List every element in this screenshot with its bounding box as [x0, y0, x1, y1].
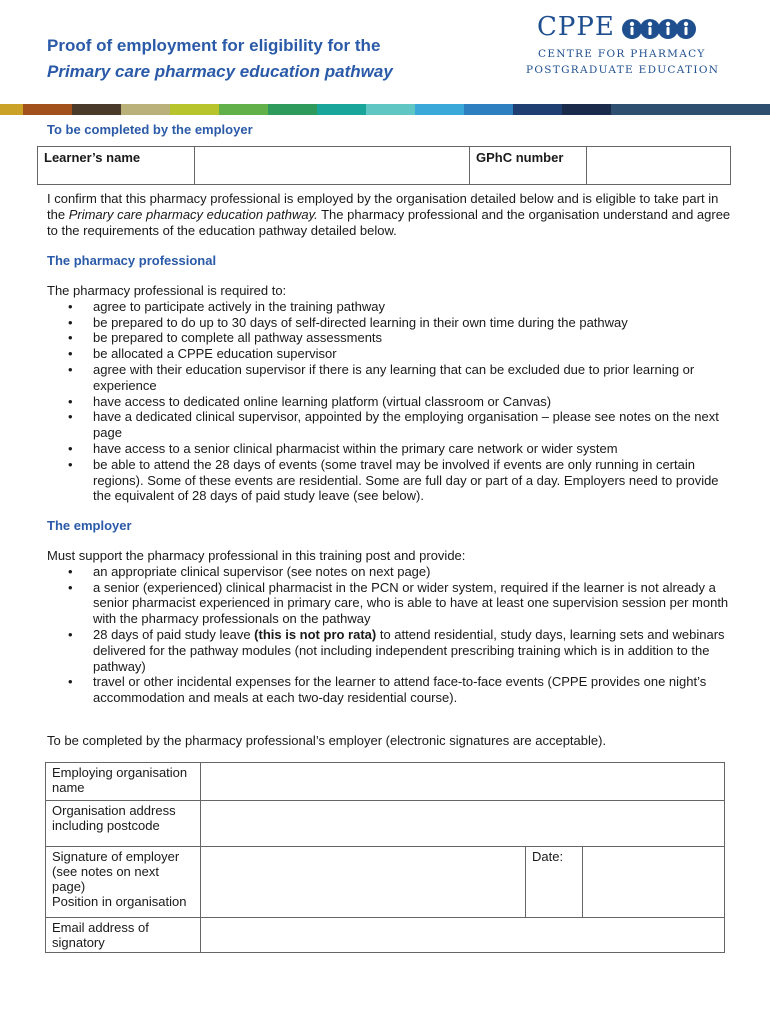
signature-label: Signature of employer (see notes on next page)	[52, 849, 180, 894]
professional-section-title: The pharmacy professional	[47, 253, 217, 268]
list-item: • have access to a senior clinical pharmacist within the primary care network or wider system	[47, 441, 737, 457]
learner-table	[37, 146, 731, 185]
stripe-segment	[317, 104, 366, 115]
professional-intro: The pharmacy professional is required to:	[47, 283, 287, 298]
confirm-text-1: I confirm that this pharmacy professional is employed by the organisation detailed below and is eligible to take part in the	[47, 191, 719, 222]
logo-wordmark: CPPE	[537, 12, 615, 42]
gphc-number-label: GPhC number	[470, 147, 587, 185]
stripe-segment	[72, 104, 121, 115]
confirm-text-2: The pharmacy professional and the organisation understand and agree to the requirements of the education pathway detailed below.	[47, 206, 731, 238]
item3-bold: (this is not pro rata)	[254, 626, 377, 642]
email-field[interactable]	[201, 918, 725, 953]
cppe-logo	[522, 12, 722, 82]
professional-list	[47, 299, 737, 504]
professional-requirements	[47, 283, 737, 504]
logo-line-1: CENTRE FOR PHARMACY	[538, 48, 706, 60]
signature-position-cell	[46, 847, 201, 918]
stripe-segment	[611, 104, 770, 115]
employer-section-title: To be completed by the employer	[47, 122, 253, 137]
learner-name-field[interactable]	[195, 147, 470, 185]
list-item: • have access to dedicated online learning platform (virtual classroom or Canvas)	[47, 394, 737, 410]
stripe-segment	[464, 104, 513, 115]
item3-text-b: to attend residential, study days, learning sets and webinars delivered for the pathway modules (not including independent prescribing training which is in addition to the pathway)	[93, 626, 725, 674]
list-item	[47, 627, 737, 674]
list-item: • be prepared to do up to 30 days of self-directed learning in their own time during the pathway	[47, 315, 737, 331]
stripe-segment	[562, 104, 611, 115]
gphc-number-field[interactable]	[587, 147, 731, 185]
stripe-segment	[415, 104, 464, 115]
list-item: • agree to participate actively in the training pathway	[47, 299, 737, 315]
list-item: • be allocated a CPPE education supervisor	[47, 346, 737, 362]
org-address-label: Organisation address including postcode	[46, 801, 201, 847]
org-name-field[interactable]	[201, 763, 725, 801]
org-address-field[interactable]	[201, 801, 725, 847]
date-field[interactable]	[583, 847, 725, 918]
logo-line-2: POSTGRADUATE EDUCATION	[526, 64, 720, 76]
confirmation-paragraph	[47, 191, 737, 238]
list-item: • an appropriate clinical supervisor (see notes on next page)	[47, 564, 737, 580]
list-item: • have a dedicated clinical supervisor, appointed by the employing organisation – please see notes on the next page	[47, 409, 737, 441]
completion-note: To be completed by the pharmacy professional’s employer (electronic signatures are acceptable).	[47, 733, 607, 748]
list-item: • be able to attend the 28 days of events (some travel may be involved if events are only running in certain regions). Some of these events are residential. Some are full day or part of a day. Employers need to provide the equivalent of 28 days of paid study leave (see below).	[47, 457, 737, 504]
email-label: Email address of signatory	[46, 918, 201, 953]
stripe-segment	[121, 104, 170, 115]
stripe-segment	[23, 104, 72, 115]
list-item: • travel or other incidental expenses for the learner to attend face-to-face events (CPPE provides one night’s accommodation and meals at each two-day residential course).	[47, 674, 737, 706]
learner-name-label: Learner’s name	[38, 147, 195, 185]
item3-text-a: 28 days of paid study leave	[93, 626, 255, 642]
title-line-2: Primary care pharmacy education pathway	[47, 62, 393, 81]
employer-list	[47, 564, 737, 706]
confirm-pathway-name: Primary care pharmacy education pathway.	[68, 206, 318, 222]
stripe-segment	[170, 104, 219, 115]
color-stripe	[0, 104, 770, 115]
people-figures-icon	[622, 15, 702, 45]
stripe-segment	[0, 104, 23, 115]
list-item: • a senior (experienced) clinical pharmacist in the PCN or wider system, required if the learner is not already a senior pharmacist experienced in primary care, who is able to have at least one supervision session per month with the pharmacy professionals on the pathway	[47, 580, 737, 627]
date-label: Date:	[526, 847, 583, 918]
stripe-segment	[366, 104, 415, 115]
signature-field[interactable]	[201, 847, 526, 918]
employer-details-table	[45, 762, 725, 953]
org-name-label: Employing organisation name	[46, 763, 201, 801]
title-line-1: Proof of employment for eligibility for the	[47, 36, 381, 55]
stripe-segment	[513, 104, 562, 115]
stripe-segment	[219, 104, 268, 115]
employer-intro: Must support the pharmacy professional in this training post and provide:	[47, 548, 466, 563]
list-item: • agree with their education supervisor if there is any learning that can be excluded due to prior learning or experience	[47, 362, 737, 394]
list-item: • be prepared to complete all pathway assessments	[47, 330, 737, 346]
stripe-segment	[268, 104, 317, 115]
employer-requirements	[47, 548, 737, 706]
employer-title: The employer	[47, 518, 132, 533]
position-label: Position in organisation	[52, 894, 187, 909]
